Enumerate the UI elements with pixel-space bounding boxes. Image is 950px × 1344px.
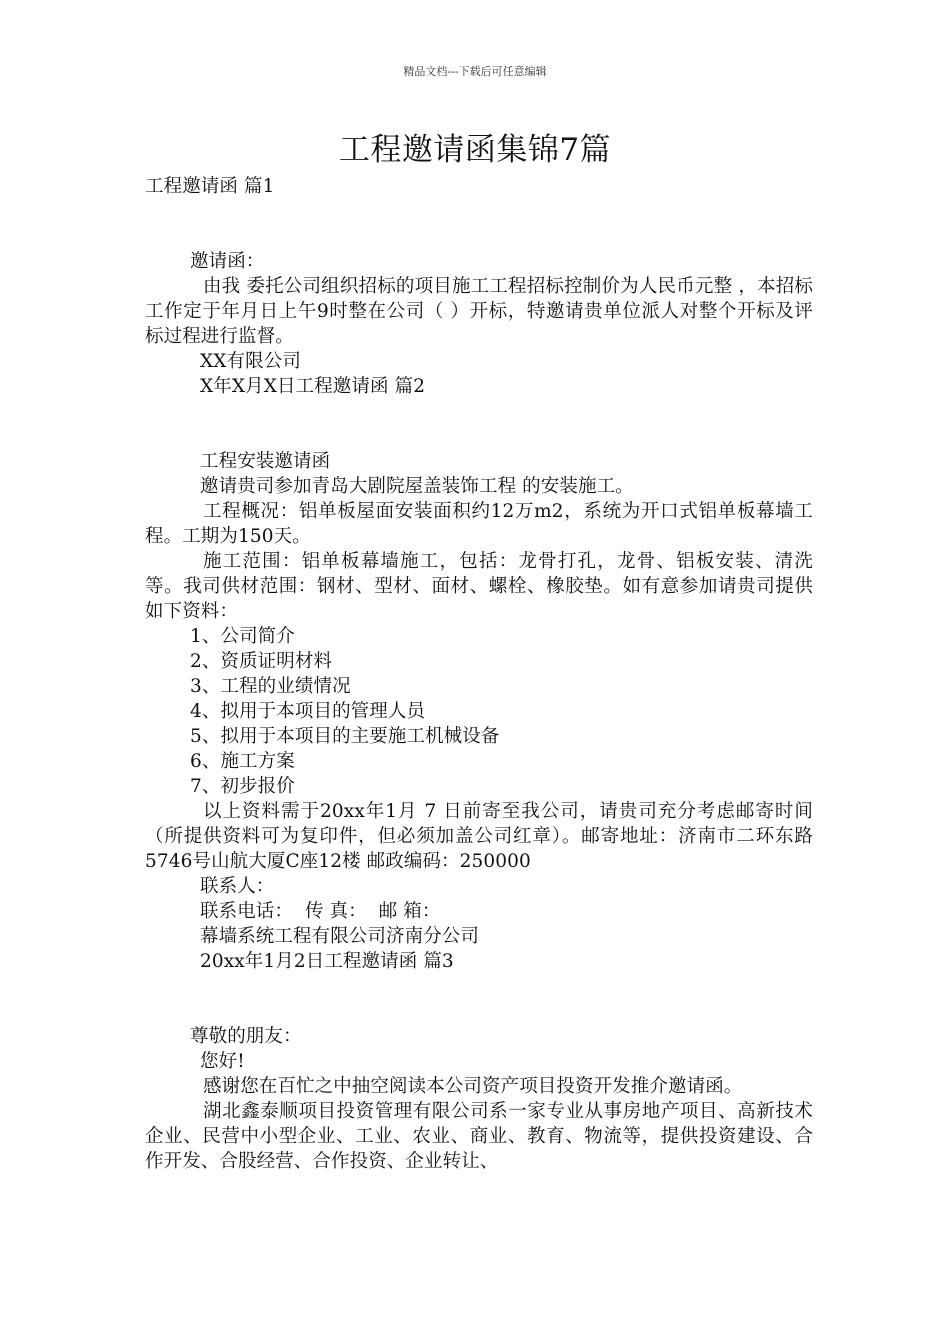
section-2-contact-info: 联系电话： 传 真： 邮 箱： bbox=[200, 901, 441, 922]
section-3-thanks: 感谢您在百忙之中抽空阅读本公司资产项目投资开发推介邀请函。 bbox=[203, 1076, 743, 1097]
section-2-contact: 联系人： bbox=[200, 876, 275, 897]
section-2-company: 幕墙系统工程有限公司济南分公司 bbox=[200, 926, 480, 947]
document-body bbox=[145, 174, 813, 1174]
section-2-date-and-next-heading: 20xx年1月2日工程邀请函 篇3 bbox=[200, 951, 454, 972]
document-title: 工程邀请函集锦7篇 bbox=[338, 132, 612, 168]
section-3-salutation: 尊敬的朋友： bbox=[190, 1026, 302, 1047]
section-2-title: 工程安装邀请函 bbox=[200, 451, 331, 472]
section-2-deadline: 以上资料需于20xx年1月 7 日前寄至我公司，请贵司充分考虑邮寄时间（所提供资料可为复印件，但必须加盖公司红章）。邮寄地址：济南市二环东路5746号山航大厦C座12楼 邮政编码：250000 bbox=[145, 801, 813, 872]
section-1-body: 由我 委托公司组织招标的项目施工工程招标控制价为人民币元整 ，本招标工作定于年月日上午9时整在公司（ ）开标，特邀请贵单位派人对整个开标及评标过程进行监督。 bbox=[145, 276, 813, 347]
header-note: 精品文档---下载后可任意编辑 bbox=[403, 65, 547, 78]
section-1-greeting: 邀请函： bbox=[190, 251, 265, 272]
blank-space bbox=[145, 199, 813, 249]
list-item: 3、工程的业绩情况 bbox=[190, 676, 351, 697]
section-1-heading: 工程邀请函 篇1 bbox=[145, 176, 275, 197]
list-item: 6、施工方案 bbox=[190, 751, 295, 772]
section-3-hello: 您好! bbox=[200, 1051, 245, 1072]
section-1-date-and-next-heading: X年X月X日工程邀请函 篇2 bbox=[200, 376, 426, 397]
list-item: 7、初步报价 bbox=[190, 776, 295, 797]
section-2-scope: 施工范围：铝单板幕墙施工，包括：龙骨打孔，龙骨、铝板安装、清洗等。我司供材范围：钢材、型材、面材、螺栓、橡胶垫。如有意参加请贵司提供如下资料： bbox=[145, 551, 813, 622]
section-3-intro: 湖北鑫泰顺项目投资管理有限公司系一家专业从事房地产项目、高新技术企业、民营中小型企业、工业、农业、商业、教育、物流等，提供投资建设、合作开发、合股经营、合作投资、企业转让、 bbox=[145, 1101, 813, 1172]
list-item: 4、拟用于本项目的管理人员 bbox=[190, 701, 426, 722]
list-item: 1、公司简介 bbox=[190, 626, 295, 647]
blank-space bbox=[145, 974, 813, 1024]
section-2-overview: 工程概况：铝单板屋面安装面积约12万m2，系统为开口式铝单板幕墙工程。工期为150天。 bbox=[145, 501, 813, 547]
blank-space bbox=[145, 399, 813, 449]
list-item: 5、拟用于本项目的主要施工机械设备 bbox=[190, 726, 500, 747]
section-2-invite: 邀请贵司参加青岛大剧院屋盖装饰工程 的安装施工。 bbox=[200, 476, 634, 497]
list-item: 2、资质证明材料 bbox=[190, 651, 333, 672]
section-1-company: XX有限公司 bbox=[200, 351, 301, 372]
